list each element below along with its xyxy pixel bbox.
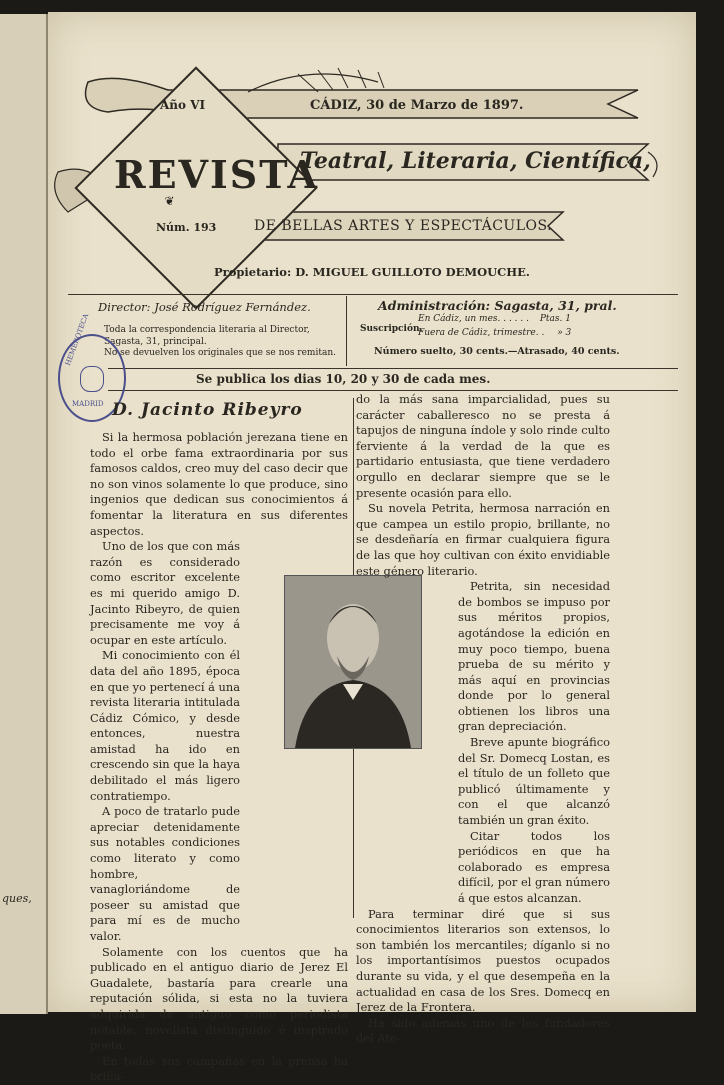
article-heading: D. Jacinto Ribeyro bbox=[112, 400, 303, 420]
newspaper-page bbox=[48, 12, 696, 1084]
subscription-outside-price: » 3 bbox=[557, 328, 572, 338]
owner-line: Propietario: D. MIGUEL GUILLOTO DEMOUCHE. bbox=[214, 265, 530, 279]
col2-paragraph: do la más sana imparcialidad, pues su carácter caballeresco no se presta á tapujos de ninguna índole y solo rinde culto ferviente á la verdad de la que es partidario entusiasta, que tiene verdadero orgullo en declarar siempre que se le presente ocasión para ello. bbox=[356, 392, 610, 500]
col2-paragraph: Para terminar diré que si sus conocimientos literarios son extensos, lo son también los mercantiles; díganlo si no los importantísimos puestos ocupados durante su vida, y el que desempeña en la actualidad en casa de los Sres. Domecq en Jerez de la Frontera. bbox=[356, 906, 610, 1015]
masthead-flourish: ❦ bbox=[164, 194, 178, 208]
info-bottom-rule bbox=[108, 368, 678, 369]
stamp-text-bottom: MADRID bbox=[72, 400, 104, 408]
subscription-outside-text: Fuera de Cádiz, trimestre. . bbox=[418, 328, 545, 338]
publication-frequency: Se publica los dias 10, 20 y 30 de cada mes. bbox=[196, 372, 491, 386]
masthead-title: REVISTA bbox=[114, 152, 319, 197]
info-top-rule bbox=[68, 294, 678, 295]
binding-margin-text: ques, bbox=[2, 892, 32, 905]
previous-page-edge bbox=[0, 14, 48, 1014]
subscription-local-price: Ptas. 1 bbox=[539, 314, 571, 324]
article-column-1 bbox=[90, 430, 348, 1085]
correspondence-note: Toda la correspondencia literaria al Director, Sagasta, 31, principal. bbox=[104, 325, 310, 347]
col2-paragraph: Su novela Petrita, hermosa narración en que campea un estilo propio, brillante, no se desdeñaría en firmar cualquiera figura de las que hoy cultivan con éxito envidiable este género literario. bbox=[356, 501, 610, 578]
info-divider bbox=[346, 296, 347, 366]
stamp-crest-icon bbox=[80, 366, 104, 392]
col1-paragraph: Si la hermosa población jerezana tiene en todo el orbe fama extraordinaria por sus famosos caldos, creo muy del caso decir que no son vinos solamente lo que produce, sino ingenios que dedican sus conocimientos á fomentar la literatura en sus diferentes aspectos. bbox=[90, 430, 348, 538]
subscription-label: Suscripción. bbox=[360, 324, 423, 334]
col1-paragraph: Solamente con los cuentos que ha publicado en el antiguo diario de Jerez El Guadalete, bastaría para crearle una reputación sólida, si esta no la tuviera adquirida de antiguo como periodista notable, novelista distinguido é inspirado poeta. bbox=[90, 944, 348, 1053]
col1-paragraph: A poco de tratarlo pude apreciar detenidamente sus notables condiciones como literato y como hombre, vanagloriándome de poseer su amistad que para mí es de mucho valor. bbox=[90, 804, 240, 943]
article-column-2 bbox=[356, 392, 610, 1047]
col2-paragraph: Breve apunte biográfico del Sr. Domecq Lostan, es el título de un folleto que publicó últimamente y con el que alcanzó también un gran éxito. bbox=[458, 735, 610, 828]
frequency-rule bbox=[108, 390, 678, 391]
col2-paragraph: Petrita, sin necesidad de bombos se impuso por sus méritos propios, agotándose la edición en muy poco tiempo, buena prueba de su mérito y más aquí en provincias donde por lo general obtienen los libros una gran depreciación. bbox=[458, 579, 610, 734]
issue-date: CÁDIZ, 30 de Marzo de 1897. bbox=[310, 98, 524, 113]
director-line: Director: José Rodríguez Fernández. bbox=[98, 300, 311, 314]
col1-paragraph: Mi conocimiento con él data del año 1895, época en que yo pertenecí á una revista literaria intitulada Cádiz Cómico, y desde entonces, nuestra amistad ha ido en crescendo sin que la haya debilitado el más ligero contratiempo. bbox=[90, 648, 240, 803]
stamp-text-top: HEMEROTECA bbox=[64, 312, 91, 367]
subscription-line-outside bbox=[418, 328, 571, 338]
masthead-subtitle: Teatral, Literaria, Científica, bbox=[300, 148, 651, 174]
col2-paragraph: Citar todos los periódicos en que ha colaborado es empresa difícil, por el gran número á que estos alcanzan. bbox=[458, 828, 610, 905]
subscription-local-text: En Cádiz, un mes. . . . . . bbox=[418, 314, 529, 324]
no-return-note: No se devuelven los originales que se nos remitan. bbox=[104, 348, 336, 358]
year-label: Año VI bbox=[160, 98, 206, 112]
subscription-line-local bbox=[418, 314, 571, 324]
masthead-subtitle-arts: DE BELLAS ARTES Y ESPECTÁCULOS. bbox=[254, 218, 553, 234]
administration-line: Administración: Sagasta, 31, pral. bbox=[378, 298, 617, 313]
single-issue-price: Número suelto, 30 cents.—Atrasado, 40 cents. bbox=[374, 346, 620, 357]
col1-paragraph: En todas sus campañas en la prensa ha brilla- bbox=[90, 1053, 348, 1084]
issue-number: Núm. 193 bbox=[156, 221, 217, 234]
col1-paragraph: Uno de los que con más razón es considerado como escritor excelente es mi querido amigo D. Jacinto Ribeyro, de quien precisamente me voy á ocupar en este artículo. bbox=[90, 539, 240, 647]
col2-paragraph: Ha sido además uno de los fundadores del Ate- bbox=[356, 1015, 610, 1046]
